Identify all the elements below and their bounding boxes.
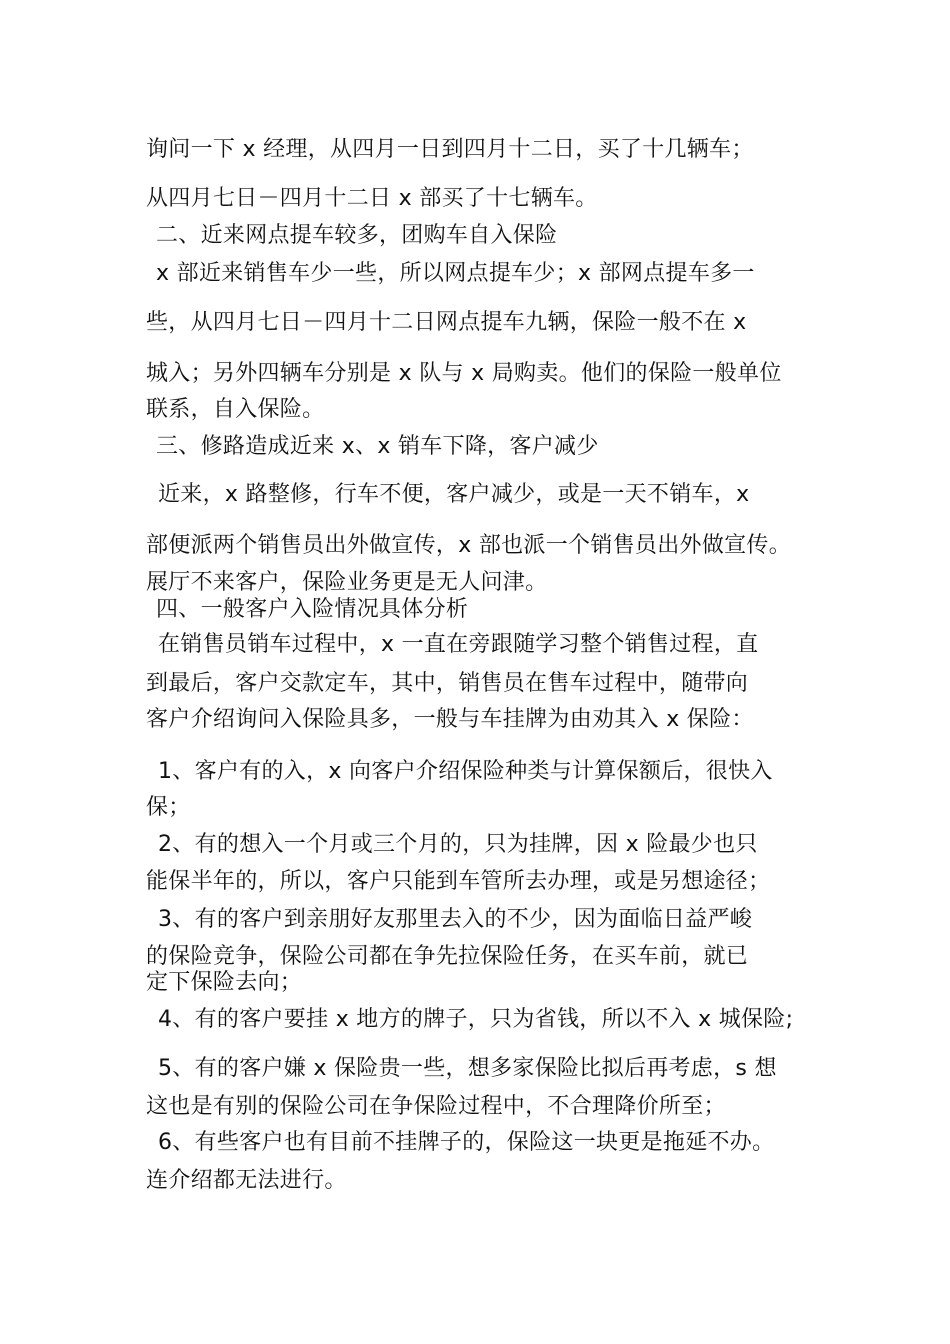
text-line: 客户介绍询问入保险具多，一般与车挂牌为由劝其入 x 保险： [146, 707, 754, 732]
list-item: 6、有些客户也有目前不挂牌子的，保险这一块更是拖延不办。 [158, 1130, 775, 1155]
list-item: 4、有的客户要挂 x 地方的牌子，只为省钱，所以不入 x 城保险; [158, 1007, 794, 1032]
text-line: 到最后，客户交款定车，其中，销售员在售车过程中，随带向 [146, 671, 749, 696]
list-item: 1、客户有的入，x 向客户介绍保险种类与计算保额后，很快入 [158, 759, 773, 784]
text-line: 联系，自入保险。 [146, 397, 325, 422]
text-line: 城入；另外四辆车分别是 x 队与 x 局购卖。他们的保险一般单位 [146, 361, 782, 386]
text-line: 部便派两个销售员出外做宣传，x 部也派一个销售员出外做宣传。 [146, 533, 792, 558]
section-heading: 三、修路造成近来 x、x 销车下降，客户减少 [156, 434, 599, 459]
list-item: 2、有的想入一个月或三个月的，只为挂牌，因 x 险最少也只 [158, 832, 758, 857]
text-line: 在销售员销车过程中，x 一直在旁跟随学习整个销售过程，直 [158, 632, 759, 657]
text-line: 保； [146, 795, 191, 820]
text-line: 的保险竞争，保险公司都在争先拉保险任务，在买车前，就已 [146, 944, 749, 969]
text-line: 从四月七日－四月十二日 x 部买了十七辆车。 [146, 186, 598, 211]
list-item: 5、有的客户嫌 x 保险贵一些，想多家保险比拟后再考虑，s 想 [158, 1056, 777, 1081]
list-item: 3、有的客户到亲朋好友那里去入的不少，因为面临日益严峻 [158, 907, 753, 932]
text-line: 些，从四月七日－四月十二日网点提车九辆，保险一般不在 x [146, 310, 747, 335]
text-line: 连介绍都无法进行。 [146, 1168, 347, 1193]
text-line: 能保半年的，所以，客户只能到车管所去办理，或是另想途径； [146, 869, 771, 894]
text-line: 近来，x 路整修，行车不便，客户减少，或是一天不销车，x [158, 482, 750, 507]
text-line: 询问一下 x 经理，从四月一日到四月十二日，买了十几辆车； [146, 137, 754, 162]
section-heading: 四、一般客户入险情况具体分析 [156, 597, 469, 622]
section-heading: 二、近来网点提车较多，团购车自入保险 [156, 223, 558, 248]
text-line: 这也是有别的保险公司在争保险过程中，不合理降价所至； [146, 1094, 726, 1119]
text-line: 定下保险去向； [146, 970, 303, 995]
text-line: 展厅不来客户，保险业务更是无人问津。 [146, 570, 548, 595]
text-line: x 部近来销售车少一些，所以网点提车少；x 部网点提车多一 [156, 261, 755, 286]
